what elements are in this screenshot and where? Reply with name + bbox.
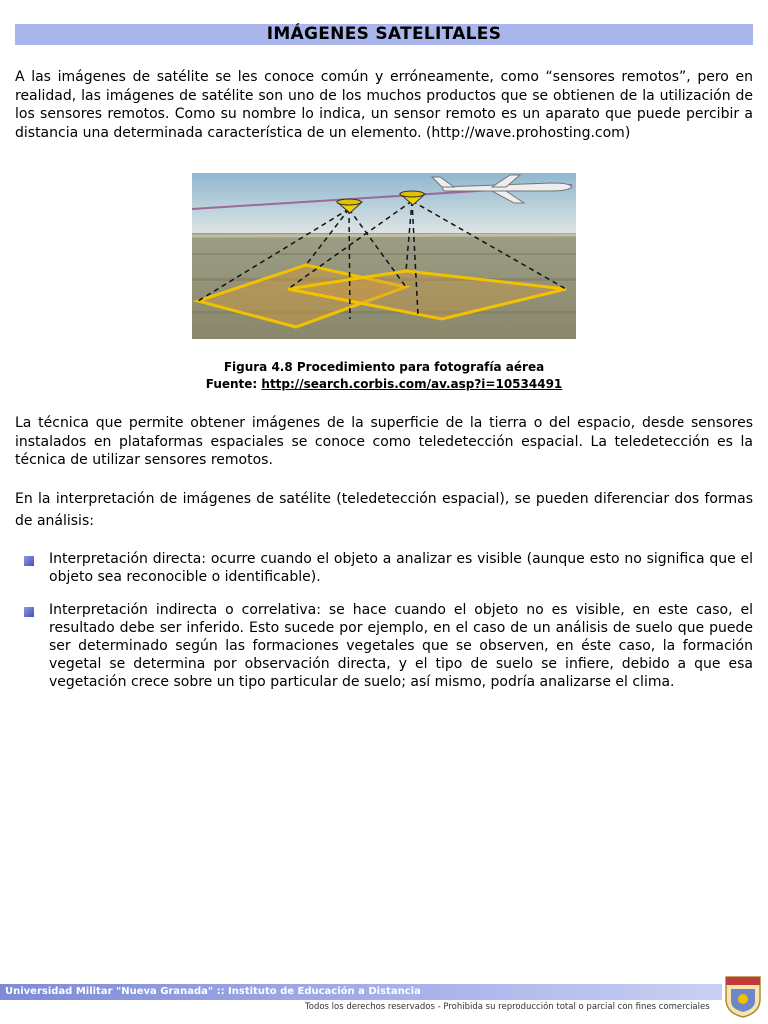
figure-caption: Figura 4.8 Procedimiento para fotografía aérea [223,360,545,374]
square-bullet-icon [24,556,34,566]
interpretacion-paragraph: En la interpretación de imágenes de satélite (teledetección espacial), se pueden diferenciar dos formas de análisis: [15,491,753,529]
intro-paragraph: A las imágenes de satélite se les conoce común y erróneamente, como “sensores remotos”, pero en realidad, las imágenes de satélite son uno de los muchos productos que se obtienen de la utilización de los sensores remotos. Como su nombre lo indica, un sensor remoto es un aparato que puede percibir a distancia una determinada característica de un elemento. (http://wave.prohosting.com) [15,69,753,141]
aerial-photography-illustration [192,173,576,339]
figure-source-link[interactable]: http://search.corbis.com/av.asp?i=10534491 [261,377,563,391]
figure-source [15,376,753,393]
crest-logo [722,971,764,1019]
page-title: IMÁGENES SATELITALES [15,24,753,45]
figure-source-label: Fuente: [205,377,262,391]
footer-rights: Todos los derechos reservados - Prohibida su reproducción total o parcial con fines comerciales [305,1002,710,1012]
teledeteccion-paragraph: La técnica que permite obtener imágenes de la superficie de la tierra o del espacio, desde sensores instalados en plataformas espaciales se conoce como teledetección espacial. La teledetección es la técnica de utilizar sensores remotos. [15,415,753,468]
footer-institution: Universidad Militar "Nueva Granada" :: Instituto de Educación a Distancia [0,984,722,1000]
list-item-text: Interpretación indirecta o correlativa: se hace cuando el objeto no es visible, en este caso, el resultado debe ser inferido. Esto sucede por ejemplo, en el caso de un análisis de suelo que puede ser determinado según las formaciones vegetales que se observen, en éste caso, la formación vegetal se determina por observación directa, y el tipo de suelo se infiere, debido a que esa vegetación crece sobre un tipo particular de suelo; así mismo, podría analizarse el clima. [49,602,753,690]
aerial-photography-figure [192,173,576,339]
list-item-text: Interpretación directa: ocurre cuando el objeto a analizar es visible (aunque esto no significa que el objeto sea reconocible o identificable). [49,551,753,585]
square-bullet-icon [24,607,34,617]
